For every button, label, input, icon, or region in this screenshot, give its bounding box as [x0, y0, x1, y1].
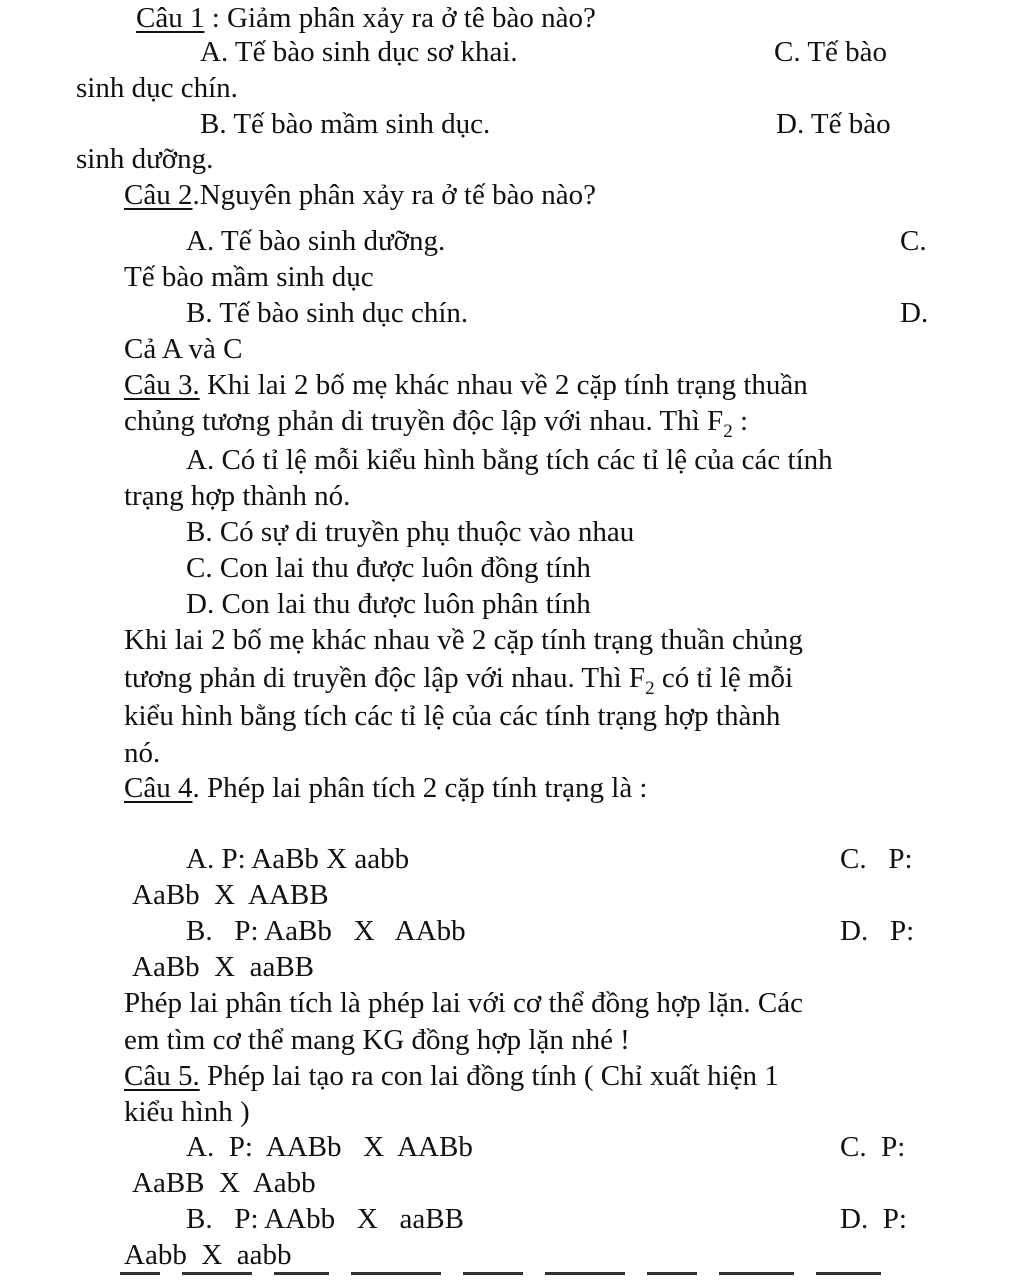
question-5-stem-line2: kiểu hình ) — [124, 1096, 250, 1128]
q1-option-b: B. Tế bào mầm sinh dục. — [200, 108, 491, 140]
question-5-label: Câu 5. — [124, 1060, 200, 1092]
q3-explanation-line1: Khi lai 2 bố mẹ khác nhau về 2 cặp tính trạng thuần chủng — [124, 624, 803, 656]
question-3-stem-line1 — [124, 367, 808, 403]
q4-option-c-end: AaBb X AABB — [132, 879, 329, 911]
question-5-stem-line1 — [124, 1058, 779, 1094]
q4-option-d-end: AaBb X aaBB — [132, 951, 315, 983]
q4-option-c-start: C. P: — [840, 843, 913, 875]
question-1-text: : Giảm phân xảy ra ở tê bào nào? — [204, 2, 596, 34]
q1-option-d-end: sinh dưỡng. — [76, 143, 214, 175]
question-4-label: Câu 4 — [124, 772, 193, 804]
q2-option-b: B. Tế bào sinh dục chín. — [186, 297, 469, 329]
q3-option-a-line2: trạng hợp thành nó. — [124, 480, 351, 512]
question-2-label: Câu 2 — [124, 179, 193, 211]
question-1-label: Câu 1 — [136, 2, 205, 34]
question-2-text: .Nguyên phân xảy ra ở tế bào nào? — [192, 179, 596, 211]
q1-option-d-start: D. Tế bào — [776, 108, 891, 140]
q4-option-b: B. P: AaBb X AAbb — [186, 915, 466, 947]
q4-option-a: A. P: AaBb X aabb — [186, 843, 410, 875]
q5-option-d-start: D. P: — [840, 1203, 907, 1235]
q3-option-c: C. Con lai thu được luôn đồng tính — [186, 552, 591, 584]
q3-option-d: D. Con lai thu được luôn phân tính — [186, 588, 591, 620]
q1-option-c-end: sinh dục chín. — [76, 72, 238, 104]
q3-exp2-end: có tỉ lệ mỗi — [654, 662, 794, 694]
q5-option-d-end: Aabb X aabb — [124, 1239, 292, 1271]
q4-option-d-start: D. P: — [840, 915, 915, 947]
q3-stem2-end: : — [732, 405, 748, 437]
q4-explanation-line1: Phép lai phân tích là phép lai với cơ thể đồng hợp lặn. Các — [124, 987, 804, 1019]
q2-option-c-start: C. — [900, 225, 927, 257]
q3-explanation-line2 — [124, 660, 794, 699]
q2-option-d-end: Cả A và C — [124, 333, 243, 365]
q5-option-a: A. P: AABb X AABb — [186, 1131, 473, 1163]
question-3-label: Câu 3. — [124, 369, 200, 401]
question-1-stem — [136, 0, 596, 36]
q3-stem2-text: chủng tương phản di truyền độc lập với nhau. Thì F — [124, 405, 724, 437]
question-4-text: . Phép lai phân tích 2 cặp tính trạng là : — [192, 772, 648, 804]
q4-explanation-line2: em tìm cơ thể mang KG đồng hợp lặn nhé ! — [124, 1024, 630, 1056]
q2-option-a: A. Tế bào sinh dưỡng. — [186, 225, 446, 257]
q2-option-d-start: D. — [900, 297, 929, 329]
q3-explanation-line3: kiểu hình bằng tích các tỉ lệ của các tính trạng hợp thành — [124, 700, 781, 732]
q5-option-b: B. P: AAbb X aaBB — [186, 1203, 464, 1235]
question-2-stem — [124, 177, 596, 213]
q3-explanation-line4: nó. — [124, 737, 161, 769]
question-5-text: Phép lai tạo ra con lai đồng tính ( Chỉ xuất hiện 1 — [199, 1060, 779, 1092]
q5-option-c-end: AaBB X Aabb — [132, 1167, 316, 1199]
clipped-next-line — [120, 1272, 950, 1280]
q3-exp2-text: tương phản di truyền độc lập với nhau. Thì F — [124, 662, 646, 694]
question-3-text: Khi lai 2 bố mẹ khác nhau về 2 cặp tính trạng thuần — [199, 369, 808, 401]
question-4-stem — [124, 770, 648, 806]
q1-option-a: A. Tế bào sinh dục sơ khai. — [200, 36, 518, 68]
q1-option-c-start: C. Tế bào — [774, 36, 888, 68]
q3-option-a-line1: A. Có tỉ lệ mỗi kiểu hình bằng tích các tỉ lệ của các tính — [186, 444, 833, 476]
q5-option-c-start: C. P: — [840, 1131, 906, 1163]
q3-exp-f2-subscript: 2 — [645, 677, 655, 699]
q2-option-c-end: Tế bào mầm sinh dục — [124, 261, 374, 293]
q3-f2-subscript: 2 — [723, 420, 733, 442]
q3-option-b: B. Có sự di truyền phụ thuộc vào nhau — [186, 516, 635, 548]
question-3-stem-line2 — [124, 403, 748, 442]
